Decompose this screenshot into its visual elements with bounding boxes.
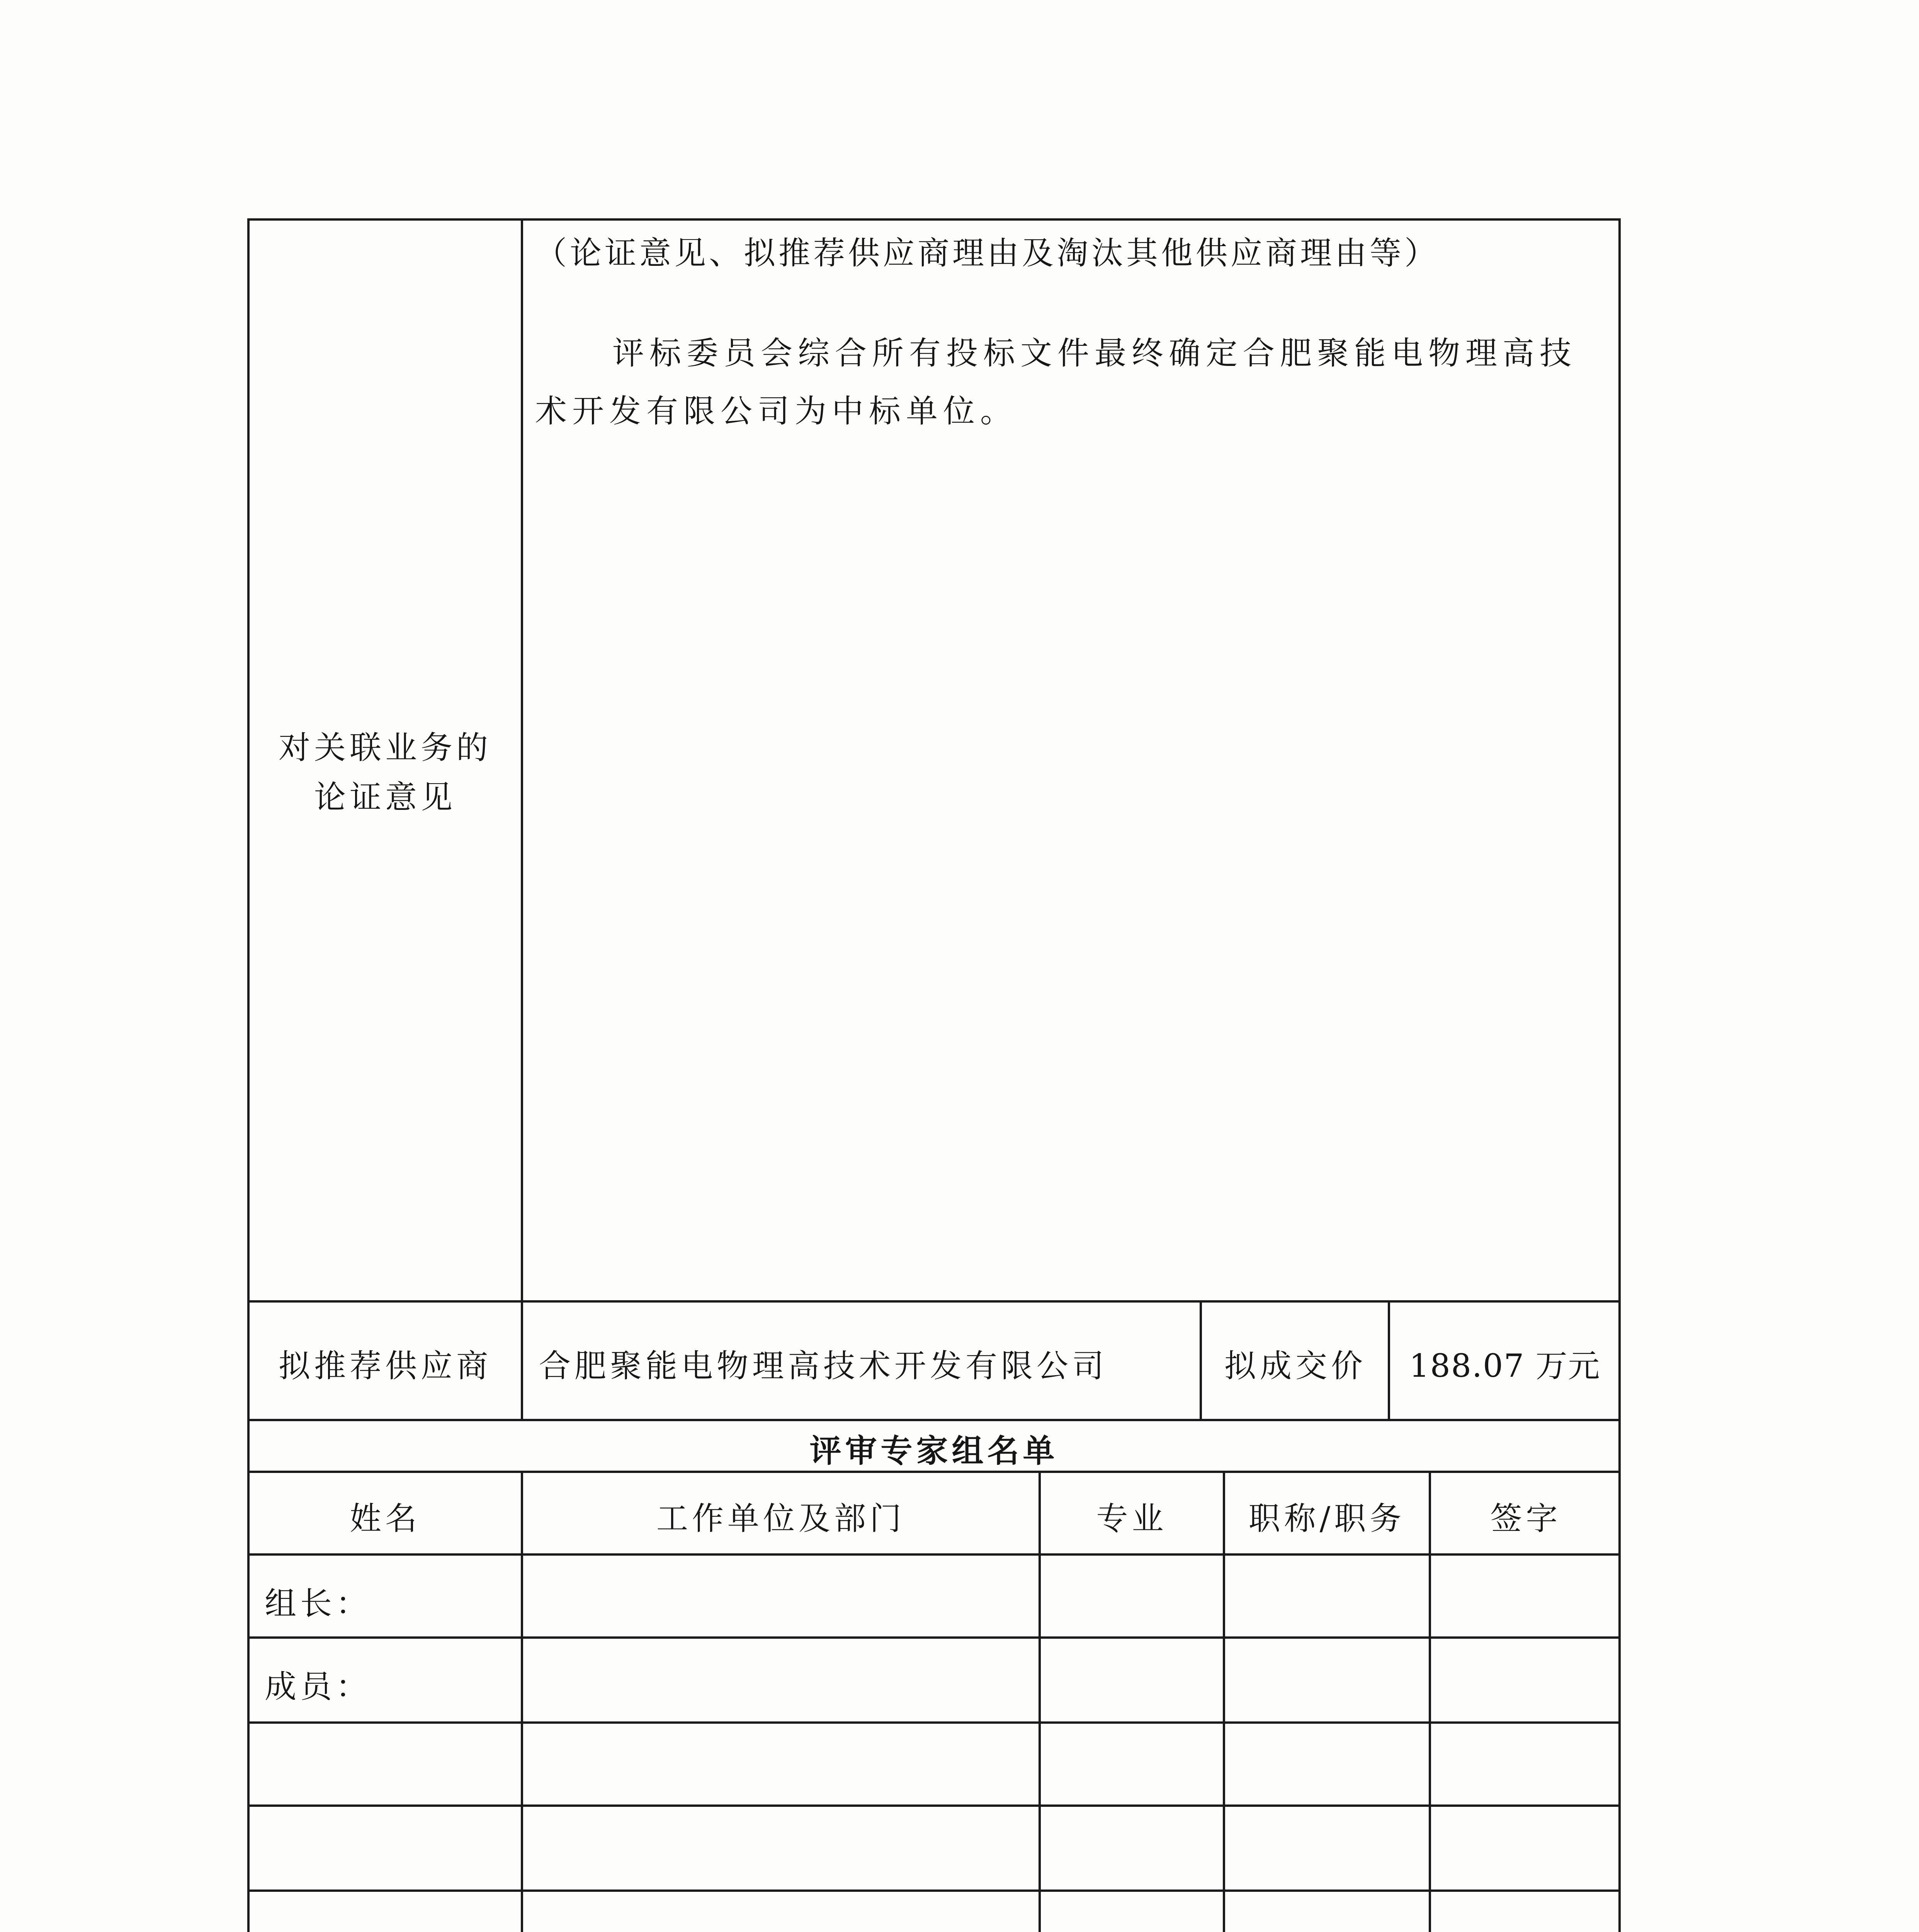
rule-expert-row2-bottom [247, 1721, 1621, 1724]
supplier-label: 拟推荐供应商 [278, 1348, 492, 1384]
expert-col-title: 职称/职务 [1248, 1500, 1406, 1537]
price-label: 拟成交价 [1224, 1348, 1367, 1384]
expert-row-leader-label: 组长： [265, 1585, 372, 1622]
table-border-top [247, 218, 1621, 221]
expert-col-major: 专业 [1096, 1500, 1168, 1537]
expert-col-signature: 签字 [1490, 1500, 1562, 1537]
rule-argument-bottom [247, 1300, 1621, 1303]
expert-col-unit: 工作单位及部门 [656, 1500, 905, 1537]
rule-expert-col2 [1039, 1471, 1041, 1932]
expert-list-title: 评审专家组名单 [809, 1433, 1059, 1469]
table-border-right [1618, 218, 1621, 1932]
price-value: 188.07 万元 [1409, 1348, 1601, 1384]
expert-row-member-label: 成员： [265, 1668, 372, 1705]
rule-expert-row1-bottom [247, 1636, 1621, 1639]
rule-expert-row3-bottom [247, 1804, 1621, 1807]
rule-supplier-bottom [247, 1419, 1621, 1421]
expert-col-name: 姓名 [349, 1500, 421, 1537]
rule-expert-col3 [1223, 1471, 1225, 1932]
rule-expert-row4-bottom [247, 1889, 1621, 1892]
table-border-left [247, 218, 250, 1932]
rule-label-column [521, 218, 523, 1419]
supplier-value: 合肥聚能电物理高技术开发有限公司 [539, 1348, 1108, 1384]
argument-label-line2: 论证意见 [314, 779, 456, 816]
rule-expert-header-bottom [247, 1553, 1621, 1556]
argument-hint: （论证意见、拟推荐供应商理由及淘汰其他供应商理由等） [535, 235, 1440, 272]
argument-text: 评标委员会综合所有投标文件最终确定合肥聚能电物理高技术开发有限公司为中标单位。 [535, 335, 1577, 430]
argument-label-line1: 对关联业务的 [278, 730, 492, 766]
rule-expert-col1 [521, 1471, 523, 1932]
rule-expert-col4 [1429, 1471, 1431, 1932]
